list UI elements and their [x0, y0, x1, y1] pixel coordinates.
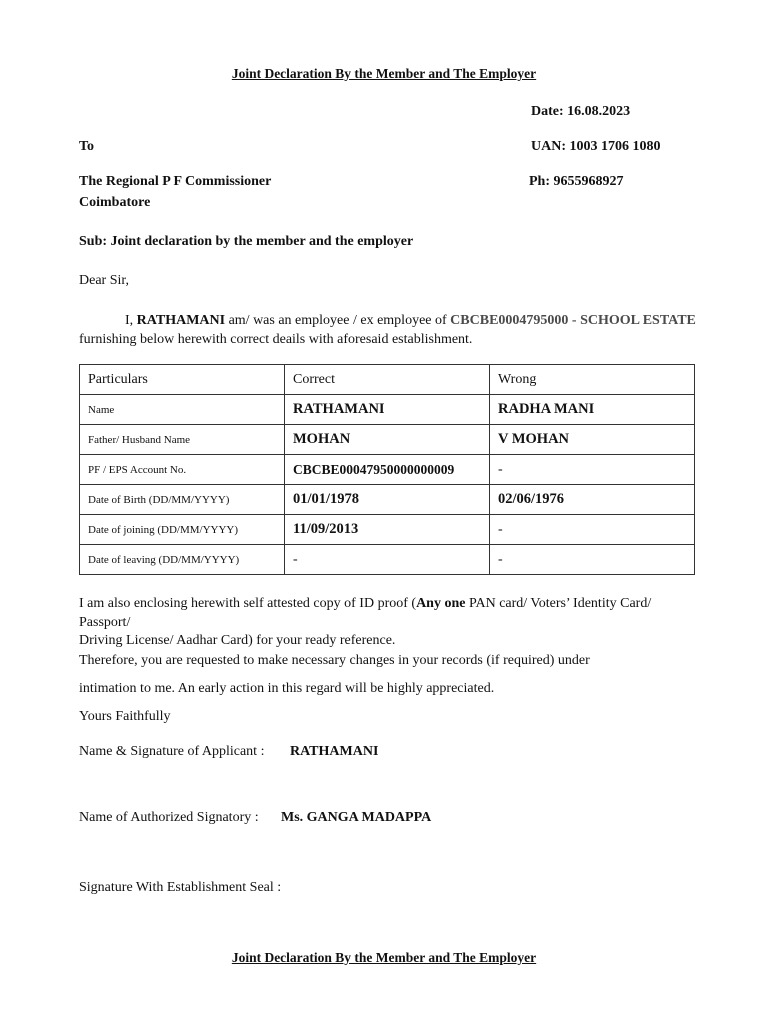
table-row — [80, 485, 695, 515]
table-row — [80, 395, 695, 425]
intro-middle: am/ was an employee / ex employee of — [225, 313, 451, 328]
row-label: Name — [80, 395, 285, 425]
enclosure-paragraph — [79, 594, 689, 632]
seal-label: Signature With Establishment Seal : — [79, 880, 282, 895]
enclosure-line-2: Driving License/ Aadhar Card) for your ready reference. — [79, 633, 396, 648]
closing-line: intimation to me. An early action in this regard will be highly appreciated. — [79, 681, 495, 696]
row-label: PF / EPS Account No. — [80, 455, 285, 485]
date: Date: 16.08.2023 — [531, 104, 631, 119]
intro-paragraph — [79, 311, 699, 349]
row-correct: MOHAN — [285, 425, 490, 455]
document-title: Joint Declaration By the Member and The Employer — [231, 66, 537, 81]
row-label: Date of joining (DD/MM/YYYY) — [80, 515, 285, 545]
signatory-label: Name of Authorized Signatory : — [79, 810, 259, 825]
applicant-label: Name & Signature of Applicant : — [79, 744, 265, 759]
subject: Sub: Joint declaration by the member and the employer — [79, 234, 414, 249]
table-row — [80, 515, 695, 545]
enclosure-suffix: PAN card/ Voters’ Identity Card/ Passport/ — [79, 596, 652, 630]
to-label: To — [79, 139, 95, 154]
phone: Ph: 9655968927 — [529, 174, 624, 189]
salutation: Dear Sir, — [79, 273, 129, 288]
employee-name: RATHAMANI — [136, 313, 226, 328]
details-table — [79, 364, 695, 575]
header-wrong: Wrong — [490, 365, 695, 395]
row-correct: 11/09/2013 — [285, 515, 490, 545]
applicant-name: RATHAMANI — [290, 744, 379, 759]
row-wrong: - — [490, 545, 695, 575]
recipient-line-1: The Regional P F Commissioner — [79, 174, 272, 189]
recipient-line-2: Coimbatore — [79, 195, 151, 210]
row-wrong: - — [490, 515, 695, 545]
row-correct: RATHAMANI — [285, 395, 490, 425]
row-correct: - — [285, 545, 490, 575]
row-wrong: V MOHAN — [490, 425, 695, 455]
footer-title: Joint Declaration By the Member and The Employer — [231, 950, 537, 965]
intro-suffix: furnishing below herewith correct deails with aforesaid establishment. — [79, 332, 473, 347]
enclosure-line-3: Therefore, you are requested to make necessary changes in your records (if required) under — [79, 653, 590, 668]
row-correct: 01/01/1978 — [285, 485, 490, 515]
row-label: Father/ Husband Name — [80, 425, 285, 455]
row-label: Date of leaving (DD/MM/YYYY) — [80, 545, 285, 575]
intro-prefix: I, — [125, 313, 137, 328]
uan: UAN: 1003 1706 1080 — [531, 139, 661, 154]
table-row — [80, 425, 695, 455]
enclosure-prefix: I am also enclosing herewith self attested copy of ID proof ( — [79, 596, 417, 611]
row-wrong: - — [490, 455, 695, 485]
header-particulars: Particulars — [80, 365, 285, 395]
yours-faithfully: Yours Faithfully — [79, 709, 171, 724]
row-wrong: 02/06/1976 — [490, 485, 695, 515]
row-correct: CBCBE00047950000000009 — [285, 455, 490, 485]
signatory-name: Ms. GANGA MADAPPA — [281, 810, 432, 825]
row-wrong: RADHA MANI — [490, 395, 695, 425]
table-header-row — [80, 365, 695, 395]
establishment-code: CBCBE0004795000 - SCHOOL ESTATE — [450, 313, 696, 328]
table-row — [80, 545, 695, 575]
header-correct: Correct — [285, 365, 490, 395]
enclosure-any-one: Any one — [416, 596, 466, 611]
table-row — [80, 455, 695, 485]
row-label: Date of Birth (DD/MM/YYYY) — [80, 485, 285, 515]
